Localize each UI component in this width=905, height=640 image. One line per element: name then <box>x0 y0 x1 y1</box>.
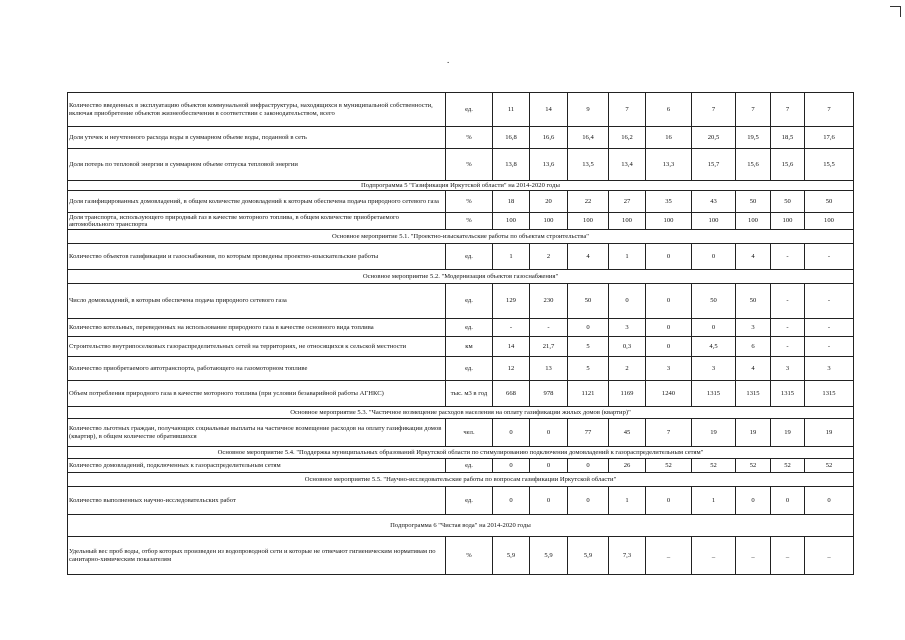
value-cell: 4,5 <box>692 337 736 357</box>
section-title: Основное мероприятие 5.4. "Поддержка муниципальных образований Иркутской области по стимулированию подключения домовладений к газораспределительным сетям" <box>68 447 854 459</box>
value-cell: 1 <box>609 487 646 515</box>
value-cell: 1315 <box>736 381 771 407</box>
table-row <box>68 319 854 337</box>
value-cell: 2 <box>530 244 568 270</box>
value-cell: 7 <box>805 93 854 127</box>
indicator-name: Строительство внутрипоселковых газораспределительных сетей на территориях, не относящихся к сельской местности <box>68 337 446 357</box>
value-cell: 100 <box>493 213 530 230</box>
value-cell: 668 <box>493 381 530 407</box>
value-cell: 16,6 <box>530 127 568 149</box>
value-cell: _ <box>805 537 854 575</box>
unit-cell: ед. <box>446 459 493 473</box>
value-cell: 4 <box>736 357 771 381</box>
value-cell: 15,7 <box>692 149 736 181</box>
section-header-row <box>68 270 854 284</box>
value-cell: 0 <box>692 319 736 337</box>
unit-cell: ед. <box>446 244 493 270</box>
value-cell: 1 <box>493 244 530 270</box>
value-cell: 45 <box>609 419 646 447</box>
table-row <box>68 191 854 213</box>
value-cell: 5 <box>568 337 609 357</box>
value-cell: 21,7 <box>530 337 568 357</box>
value-cell: 3 <box>646 357 692 381</box>
unit-cell: ед. <box>446 487 493 515</box>
table-row <box>68 357 854 381</box>
table-row <box>68 149 854 181</box>
section-header-row <box>68 515 854 537</box>
indicator-name: Количество приобретаемого автотранспорта, работающего на газомоторном топливе <box>68 357 446 381</box>
value-cell: 52 <box>736 459 771 473</box>
value-cell: 13,3 <box>646 149 692 181</box>
table-row <box>68 93 854 127</box>
value-cell: 1 <box>609 244 646 270</box>
value-cell: 52 <box>646 459 692 473</box>
unit-cell: % <box>446 537 493 575</box>
value-cell: 27 <box>609 191 646 213</box>
unit-cell: км <box>446 337 493 357</box>
value-cell: 11 <box>493 93 530 127</box>
value-cell: 15,5 <box>805 149 854 181</box>
value-cell: 18,5 <box>771 127 805 149</box>
value-cell: 0,3 <box>609 337 646 357</box>
value-cell: 35 <box>646 191 692 213</box>
table-row <box>68 537 854 575</box>
value-cell: 16 <box>646 127 692 149</box>
value-cell: 0 <box>530 487 568 515</box>
table-row <box>68 487 854 515</box>
value-cell: _ <box>646 537 692 575</box>
value-cell: - <box>493 319 530 337</box>
indicator-name: Доля утечек и неучтенного расхода воды в суммарном объеме воды, поданной в сеть <box>68 127 446 149</box>
value-cell: 16,2 <box>609 127 646 149</box>
value-cell: 0 <box>646 487 692 515</box>
value-cell: 3 <box>609 319 646 337</box>
section-header-row <box>68 407 854 419</box>
value-cell: 0 <box>736 487 771 515</box>
page-corner-mark <box>890 6 901 17</box>
value-cell: 100 <box>692 213 736 230</box>
value-cell: 0 <box>609 284 646 319</box>
value-cell: 100 <box>530 213 568 230</box>
unit-cell: % <box>446 149 493 181</box>
value-cell: 50 <box>805 191 854 213</box>
value-cell: 7 <box>736 93 771 127</box>
value-cell: 0 <box>646 284 692 319</box>
value-cell: 6 <box>646 93 692 127</box>
section-title: Подпрограмма 5 "Газификация Иркутской области" на 2014-2020 годы <box>68 181 854 191</box>
value-cell: 0 <box>568 487 609 515</box>
section-header-row <box>68 447 854 459</box>
value-cell: 1315 <box>771 381 805 407</box>
unit-cell: ед. <box>446 319 493 337</box>
value-cell: - <box>805 319 854 337</box>
value-cell: - <box>805 337 854 357</box>
value-cell: 0 <box>530 419 568 447</box>
value-cell: 7,3 <box>609 537 646 575</box>
value-cell: 52 <box>805 459 854 473</box>
value-cell: 0 <box>493 459 530 473</box>
value-cell: 0 <box>692 244 736 270</box>
table-row <box>68 244 854 270</box>
value-cell: 129 <box>493 284 530 319</box>
section-header-row <box>68 473 854 487</box>
value-cell: 13,6 <box>530 149 568 181</box>
value-cell: 5,9 <box>493 537 530 575</box>
value-cell: - <box>805 244 854 270</box>
value-cell: 16,4 <box>568 127 609 149</box>
value-cell: 1240 <box>646 381 692 407</box>
indicator-name: Количество объектов газификации и газоснабжения, по которым проведены проектно-изыскательские работы <box>68 244 446 270</box>
table-body <box>68 93 854 575</box>
section-title: Основное мероприятие 5.5. "Научно-исследовательские работы по вопросам газификации Иркутской области" <box>68 473 854 487</box>
table-row <box>68 337 854 357</box>
section-title: Основное мероприятие 5.1. "Проектно-изыскательские работы по объектам строительства" <box>68 230 854 244</box>
value-cell: 7 <box>771 93 805 127</box>
value-cell: 0 <box>568 319 609 337</box>
value-cell: 1121 <box>568 381 609 407</box>
value-cell: 14 <box>530 93 568 127</box>
value-cell: 6 <box>736 337 771 357</box>
value-cell: 0 <box>568 459 609 473</box>
table-row <box>68 459 854 473</box>
value-cell: 230 <box>530 284 568 319</box>
value-cell: 0 <box>646 319 692 337</box>
value-cell: - <box>771 244 805 270</box>
indicator-name: Доля газифицированных домовладений, в общем количестве домовладений к которым обеспечена подача природного сетевого газа <box>68 191 446 213</box>
indicator-name: Удельный вес проб воды, отбор которых произведен из водопроводной сети и которые не отвечают гигиеническим нормативам по санитарно-химическим показателям <box>68 537 446 575</box>
unit-cell: % <box>446 127 493 149</box>
indicator-name: Количество котельных, переведенных на использование природного газа в качестве основного вида топлива <box>68 319 446 337</box>
table-row <box>68 127 854 149</box>
unit-cell: ед. <box>446 93 493 127</box>
value-cell: 4 <box>568 244 609 270</box>
value-cell: 50 <box>771 191 805 213</box>
value-cell: 19 <box>692 419 736 447</box>
value-cell: 4 <box>736 244 771 270</box>
value-cell: - <box>530 319 568 337</box>
section-title: Подпрограмма 6 "Чистая вода" на 2014-2020 годы <box>68 515 854 537</box>
value-cell: 978 <box>530 381 568 407</box>
value-cell: 100 <box>771 213 805 230</box>
value-cell: 7 <box>692 93 736 127</box>
value-cell: 1 <box>692 487 736 515</box>
value-cell: 1315 <box>805 381 854 407</box>
value-cell: 13 <box>530 357 568 381</box>
value-cell: 1169 <box>609 381 646 407</box>
value-cell: 13,5 <box>568 149 609 181</box>
value-cell: 43 <box>692 191 736 213</box>
value-cell: 13,4 <box>609 149 646 181</box>
value-cell: _ <box>736 537 771 575</box>
table-row <box>68 284 854 319</box>
value-cell: 52 <box>692 459 736 473</box>
value-cell: 50 <box>692 284 736 319</box>
unit-cell: чел. <box>446 419 493 447</box>
value-cell: 0 <box>771 487 805 515</box>
value-cell: 26 <box>609 459 646 473</box>
indicator-name: Число домовладений, в которым обеспечена подача природного сетевого газа <box>68 284 446 319</box>
value-cell: 7 <box>609 93 646 127</box>
value-cell: 0 <box>493 487 530 515</box>
value-cell: 19 <box>736 419 771 447</box>
value-cell: 77 <box>568 419 609 447</box>
value-cell: _ <box>692 537 736 575</box>
indicator-name: Объем потребления природного газа в качестве моторного топлива (при условии безаварийной работы АГНКС) <box>68 381 446 407</box>
value-cell: 19 <box>805 419 854 447</box>
value-cell: 3 <box>736 319 771 337</box>
value-cell: 100 <box>805 213 854 230</box>
value-cell: 100 <box>736 213 771 230</box>
value-cell: 100 <box>646 213 692 230</box>
value-cell: 22 <box>568 191 609 213</box>
value-cell: _ <box>771 537 805 575</box>
value-cell: 1315 <box>692 381 736 407</box>
indicator-name: Количество домовладений, подключенных к газораспределительным сетям <box>68 459 446 473</box>
unit-cell: тыс. м3 в год <box>446 381 493 407</box>
value-cell: 14 <box>493 337 530 357</box>
value-cell: 20,5 <box>692 127 736 149</box>
value-cell: 52 <box>771 459 805 473</box>
value-cell: 0 <box>646 337 692 357</box>
value-cell: 18 <box>493 191 530 213</box>
table-row <box>68 213 854 230</box>
value-cell: 0 <box>493 419 530 447</box>
value-cell: 19,5 <box>736 127 771 149</box>
value-cell: 19 <box>771 419 805 447</box>
value-cell: - <box>771 337 805 357</box>
indicator-name: Доля транспорта, использующего природный газ в качестве моторного топлива, в общем количестве приобретаемого автомобильного транспорта <box>68 213 446 230</box>
indicator-name: Количество выполненных научно-исследовательских работ <box>68 487 446 515</box>
value-cell: 50 <box>736 191 771 213</box>
value-cell: 3 <box>805 357 854 381</box>
value-cell: 50 <box>736 284 771 319</box>
value-cell: 50 <box>568 284 609 319</box>
value-cell: 100 <box>568 213 609 230</box>
indicator-name: Количество введенных в эксплуатацию объектов коммунальной инфраструктуры, находящихся в муниципальной собственности, включая приобретение объектов жизнеобеспечения в соответствии с законодательством, всего <box>68 93 446 127</box>
section-title: Основное мероприятие 5.2. "Модернизация объектов газоснабжения" <box>68 270 854 284</box>
value-cell: 20 <box>530 191 568 213</box>
top-dot-mark: . <box>447 55 450 65</box>
unit-cell: % <box>446 213 493 230</box>
value-cell: 0 <box>530 459 568 473</box>
section-title: Основное мероприятие 5.3. "Частичное возмещение расходов населения на оплату газификации жилых домов (квартир)" <box>68 407 854 419</box>
value-cell: 12 <box>493 357 530 381</box>
section-header-row <box>68 181 854 191</box>
value-cell: - <box>771 319 805 337</box>
indicator-name: Количество льготных граждан, получающих социальные выплаты на частичное возмещение расходов на оплату газификации домов (квартир), в общем количестве обратившихся <box>68 419 446 447</box>
value-cell: 16,8 <box>493 127 530 149</box>
value-cell: 9 <box>568 93 609 127</box>
indicator-name: Доля потерь по тепловой энергии в суммарном объеме отпуска тепловой энергии <box>68 149 446 181</box>
table-row <box>68 381 854 407</box>
indicators-table <box>67 92 854 575</box>
unit-cell: ед. <box>446 357 493 381</box>
value-cell: 5,9 <box>568 537 609 575</box>
value-cell: - <box>771 284 805 319</box>
value-cell: 5 <box>568 357 609 381</box>
section-header-row <box>68 230 854 244</box>
value-cell: 13,8 <box>493 149 530 181</box>
value-cell: - <box>805 284 854 319</box>
unit-cell: ед. <box>446 284 493 319</box>
value-cell: 0 <box>646 244 692 270</box>
value-cell: 100 <box>609 213 646 230</box>
value-cell: 3 <box>771 357 805 381</box>
value-cell: 2 <box>609 357 646 381</box>
table-row <box>68 419 854 447</box>
unit-cell: % <box>446 191 493 213</box>
value-cell: 7 <box>646 419 692 447</box>
value-cell: 5,9 <box>530 537 568 575</box>
value-cell: 15,6 <box>771 149 805 181</box>
value-cell: 3 <box>692 357 736 381</box>
value-cell: 17,6 <box>805 127 854 149</box>
value-cell: 0 <box>805 487 854 515</box>
value-cell: 15,6 <box>736 149 771 181</box>
